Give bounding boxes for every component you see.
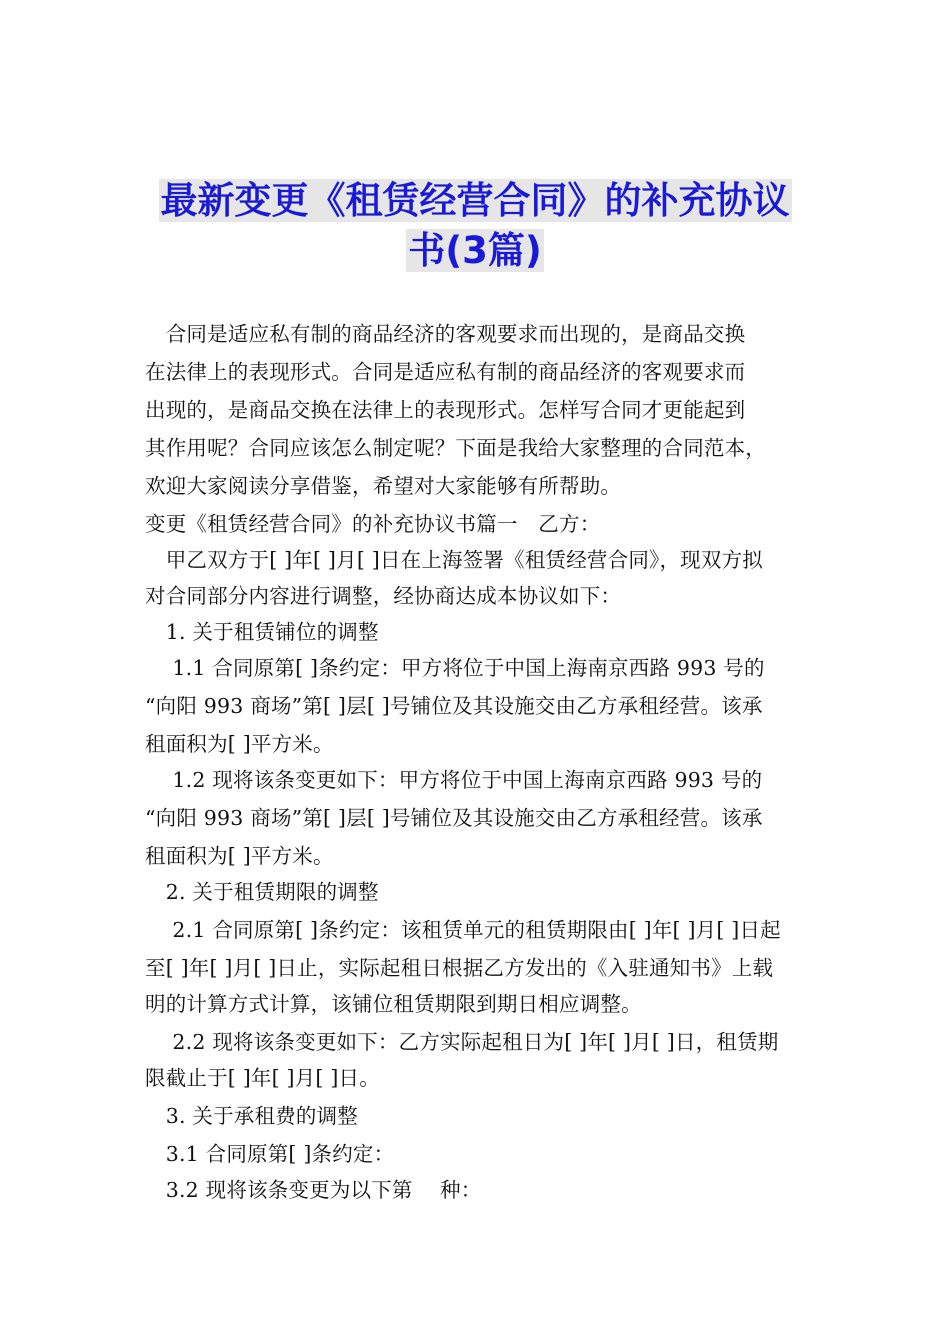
body-line: 甲乙双方于[ ]年[ ]月[ ]日在上海签署《租赁经营合同》，现双方拟: [145, 548, 763, 572]
body-line: “向阳 993 商场”第[ ]层[ ]号铺位及其设施交由乙方承租经营。该承: [145, 806, 763, 830]
body-line: 2. 关于租赁期限的调整: [145, 880, 379, 904]
body-line: 欢迎大家阅读分享借鉴，希望对大家能够有所帮助。: [145, 474, 622, 498]
body-line: 1.1 合同原第[ ]条约定：甲方将位于中国上海南京西路 993 号的: [145, 656, 765, 680]
body-line: 租面积为[ ]平方米。: [145, 732, 334, 756]
body-line: 限截止于[ ]年[ ]月[ ]日。: [145, 1066, 380, 1090]
body-line: 1.2 现将该条变更如下：甲方将位于中国上海南京西路 993 号的: [145, 768, 763, 792]
body-line: 2.1 合同原第[ ]条约定：该租赁单元的租赁期限由[ ]年[ ]月[ ]日起: [145, 918, 781, 942]
body-line: 租面积为[ ]平方米。: [145, 844, 334, 868]
body-line: 对合同部分内容进行调整，经协商达成本协议如下：: [145, 584, 622, 608]
body-line: 合同是适应私有制的商品经济的客观要求而出现的，是商品交换: [145, 322, 746, 346]
body-line: 3.2 现将该条变更为以下第 种：: [145, 1178, 482, 1202]
body-line: 出现的，是商品交换在法律上的表现形式。怎样写合同才更能起到: [145, 398, 746, 422]
document-title-line-1: 最新变更《租赁经营合同》的补充协议: [160, 179, 790, 222]
document-title-line-2: 书(3篇): [408, 229, 542, 272]
body-line: “向阳 993 商场”第[ ]层[ ]号铺位及其设施交由乙方承租经营。该承: [145, 694, 763, 718]
body-line: 变更《租赁经营合同》的补充协议书篇一 乙方：: [145, 512, 601, 536]
body-line: 2.2 现将该条变更如下：乙方实际起租日为[ ]年[ ]月[ ]日，租赁期: [145, 1030, 779, 1054]
body-line: 3.1 合同原第[ ]条约定：: [145, 1142, 395, 1166]
body-line: 在法律上的表现形式。合同是适应私有制的商品经济的客观要求而: [145, 360, 746, 384]
body-line: 3. 关于承租费的调整: [145, 1104, 358, 1128]
body-line: 至[ ]年[ ]月[ ]日止，实际起租日根据乙方发出的《入驻通知书》上载: [145, 956, 774, 980]
body-line: 1. 关于租赁铺位的调整: [145, 620, 379, 644]
body-line: 明的计算方式计算，该铺位租赁期限到期日相应调整。: [145, 992, 642, 1016]
body-line: 其作用呢？合同应该怎么制定呢？下面是我给大家整理的合同范本，: [145, 436, 766, 460]
